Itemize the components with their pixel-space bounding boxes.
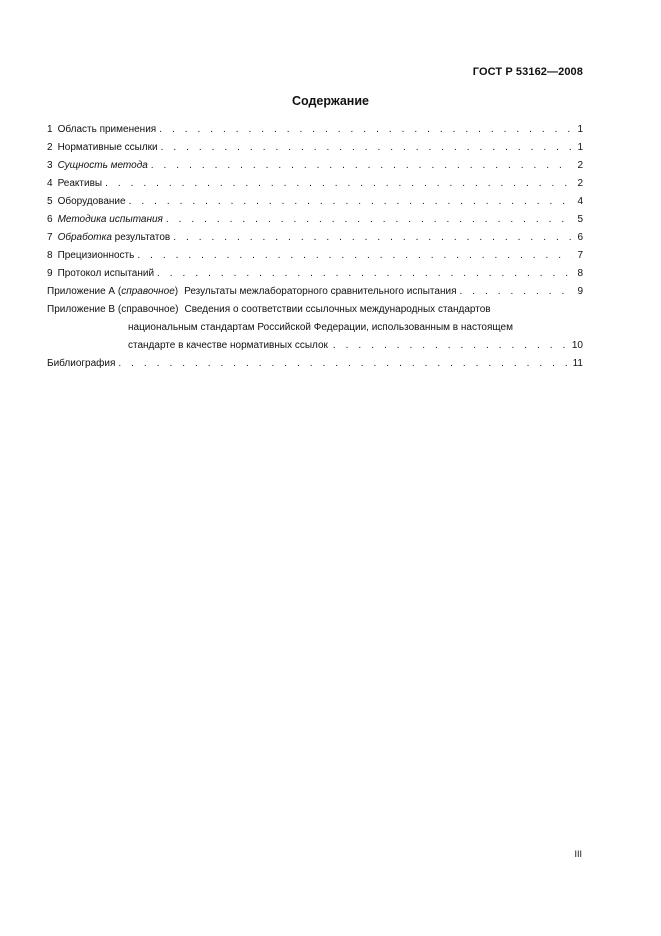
annex-a-suffix: ) xyxy=(174,286,179,297)
dot-leader xyxy=(173,229,572,247)
annex-b-title-line3: стандарте в качестве нормативных ссылок xyxy=(128,340,328,351)
toc-entry-page: 8 xyxy=(577,268,583,279)
toc-entry-title: Прецизионность xyxy=(57,250,135,261)
toc-entry-number: 5 xyxy=(47,196,53,207)
dot-leader xyxy=(159,121,572,139)
toc-entry-title: результатов xyxy=(114,232,171,243)
toc-entry-results-processing[interactable] xyxy=(47,229,583,247)
page-number: III xyxy=(574,849,582,859)
annex-a-note: справочное xyxy=(121,286,175,297)
toc-title: Содержание xyxy=(291,94,369,108)
toc-entry-number: 4 xyxy=(47,178,53,189)
dot-leader xyxy=(333,337,569,355)
toc-entry-scope[interactable] xyxy=(47,121,583,139)
dot-leader xyxy=(105,175,572,193)
annex-b-prefix: Приложение В (справочное) xyxy=(47,304,179,315)
toc-entry-page: 11 xyxy=(572,358,583,369)
toc-entry-page: 6 xyxy=(577,232,583,243)
dot-leader xyxy=(151,157,572,175)
toc-entry-title-italic: Обработка xyxy=(57,232,112,243)
toc-entry-number: 7 xyxy=(47,232,53,243)
toc-entry-title: Протокол испытаний xyxy=(57,268,155,279)
toc-entry-number: 6 xyxy=(47,214,53,225)
annex-b-title-line2: национальным стандартам Российской Федерации, использованным в настоящем xyxy=(128,322,513,333)
toc-entry-page: 5 xyxy=(577,214,583,225)
annex-a-prefix: Приложение А ( xyxy=(47,286,122,297)
toc-entry-precision[interactable] xyxy=(47,247,583,265)
toc-entry-title: Нормативные ссылки xyxy=(57,142,158,153)
toc-entry-page: 1 xyxy=(577,142,583,153)
toc-entry-bibliography[interactable] xyxy=(47,355,583,373)
toc-entry-page: 2 xyxy=(577,160,583,171)
toc-entry-title: Область применения xyxy=(57,124,157,135)
toc-entry-page: 10 xyxy=(571,340,583,351)
dot-leader xyxy=(459,283,572,301)
document-code: ГОСТ Р 53162—2008 xyxy=(472,66,583,78)
dot-leader xyxy=(161,139,572,157)
toc-entry-reagents[interactable] xyxy=(47,175,583,193)
toc-entry-annex-a[interactable] xyxy=(47,283,583,301)
dot-leader xyxy=(157,265,572,283)
toc-entry-number: 3 xyxy=(47,160,53,171)
toc-entry-number: 2 xyxy=(47,142,53,153)
toc-entry-title: Методика испытания xyxy=(57,214,163,225)
toc-entry-page: 4 xyxy=(577,196,583,207)
toc-entry-method-principle[interactable] xyxy=(47,157,583,175)
toc-entry-number: 8 xyxy=(47,250,53,261)
toc-entry-page: 7 xyxy=(577,250,583,261)
toc-entry-normative-references[interactable] xyxy=(47,139,583,157)
dot-leader xyxy=(118,355,569,373)
annex-a-title: Результаты межлабораторного сравнительного испытания xyxy=(184,286,457,297)
toc-entry-test-report[interactable] xyxy=(47,265,583,283)
dot-leader xyxy=(137,247,572,265)
toc-entry-equipment[interactable] xyxy=(47,193,583,211)
dot-leader xyxy=(129,193,572,211)
toc-entry-number: 1 xyxy=(47,124,53,135)
dot-leader xyxy=(166,211,572,229)
toc-entry-title: Библиография xyxy=(47,358,116,369)
toc-entry-test-procedure[interactable] xyxy=(47,211,583,229)
toc-entry-title: Оборудование xyxy=(57,196,126,207)
toc-entry-title: Сущность метода xyxy=(57,160,148,171)
toc-entry-number: 9 xyxy=(47,268,53,279)
toc-entry-page: 9 xyxy=(577,286,583,297)
table-of-contents xyxy=(47,121,583,373)
toc-entry-page: 1 xyxy=(577,124,583,135)
toc-entry-annex-b[interactable] xyxy=(47,301,583,355)
annex-b-title-line1: Сведения о соответствии ссылочных международных стандартов xyxy=(184,304,491,315)
toc-entry-page: 2 xyxy=(577,178,583,189)
toc-entry-title: Реактивы xyxy=(57,178,103,189)
